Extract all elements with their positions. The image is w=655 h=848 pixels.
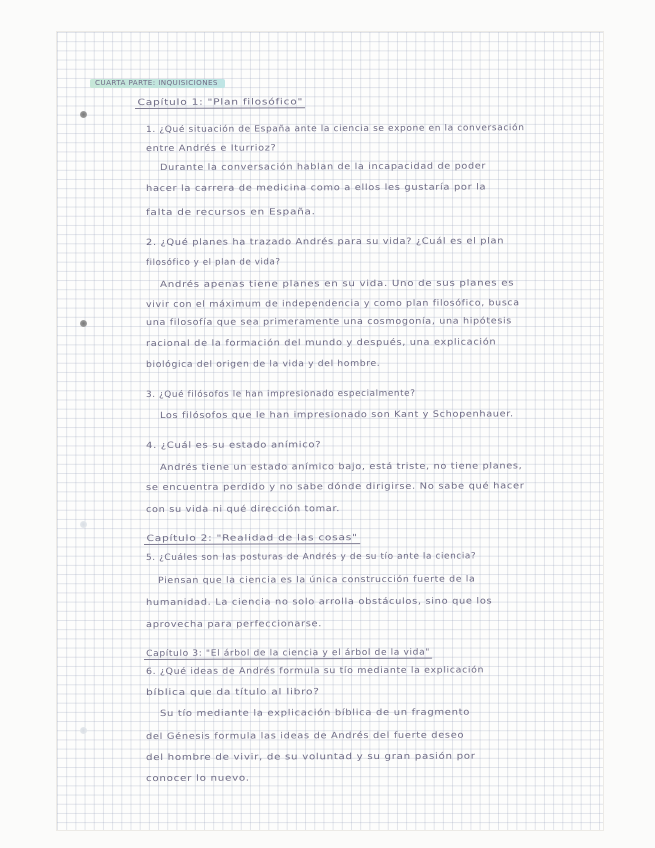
chapter-title xyxy=(144,648,432,660)
text-line: racional de la formación del mundo y después, una explicación xyxy=(145,337,497,349)
punch-hole xyxy=(80,111,87,118)
text-line: Durante la conversación hablan de la incapacidad de poder xyxy=(159,161,486,173)
text-line: una filosofía que sea primeramente una cosmogonía, una hipótesis xyxy=(145,316,512,328)
text-line: entre Andrés e Iturrioz? xyxy=(145,143,277,154)
text-line: hacer la carrera de medicina como a ellos les gustaría por la xyxy=(145,182,487,194)
text-line: del hombre de vivir, de su voluntad y su gran pasión por xyxy=(145,751,476,763)
text-line: bíblica que da título al libro? xyxy=(145,687,320,698)
text-line: Piensan que la ciencia es la única construcción fuerte de la xyxy=(157,574,476,586)
text-line: 1. ¿Qué situación de España ante la ciencia se expone en la conversación xyxy=(145,123,525,135)
chapter-title xyxy=(144,533,360,545)
chapter-title-text: Capítulo 2: "Realidad de las cosas" xyxy=(144,533,360,545)
text-line: 5. ¿Cuáles son las posturas de Andrés y de su tío ante la ciencia? xyxy=(145,551,477,563)
text-line: Andrés apenas tiene planes en su vida. Uno de sus planes es xyxy=(159,278,515,290)
text-line: Andrés tiene un estado anímico bajo, está triste, no tiene planes, xyxy=(159,461,523,473)
text-line: del Génesis formula las ideas de Andrés del fuerte deseo xyxy=(145,730,465,742)
text-line: 6. ¿Qué ideas de Andrés formula su tío mediante la explicación xyxy=(145,665,485,677)
text-line: con su vida ni qué dirección tomar. xyxy=(145,504,340,515)
text-line: conocer lo nuevo. xyxy=(145,773,250,784)
chapter-title-text: Capítulo 3: "El árbol de la ciencia y el árbol de la vida" xyxy=(144,648,432,660)
text-line: aprovecha para perfeccionarse. xyxy=(145,619,323,630)
chapter-title xyxy=(135,97,306,109)
text-line: Los filósofos que le han impresionado son Kant y Schopenhauer. xyxy=(159,409,514,421)
text-line: se encuentra perdido y no sabe dónde dirigirse. No sabe qué hacer xyxy=(145,481,525,493)
section-header: CUARTA PARTE: INQUISICIONES xyxy=(95,78,218,87)
punch-hole xyxy=(80,320,87,327)
text-line: 4. ¿Cuál es su estado anímico? xyxy=(145,440,322,451)
chapter-title-text: Capítulo 1: "Plan filosófico" xyxy=(135,97,306,109)
text-line: 3. ¿Qué filósofos le han impresionado especialmente? xyxy=(145,388,416,400)
text-line: vivir con el máximum de independencia y como plan filosófico, busca xyxy=(145,298,520,310)
text-line: falta de recursos en España. xyxy=(145,207,316,218)
text-line: biológica del origen de la vida y del hombre. xyxy=(145,358,381,370)
text-line: Su tío mediante la explicación bíblica de un fragmento xyxy=(159,707,471,719)
text-line: humanidad. La ciencia no solo arrolla obstáculos, sino que los xyxy=(145,596,493,608)
text-line: filosófico y el plan de vida? xyxy=(145,257,281,268)
punch-hole xyxy=(80,727,87,734)
text-line: 2. ¿Qué planes ha trazado Andrés para su vida? ¿Cuál es el plan xyxy=(145,236,505,248)
punch-hole xyxy=(80,521,87,528)
